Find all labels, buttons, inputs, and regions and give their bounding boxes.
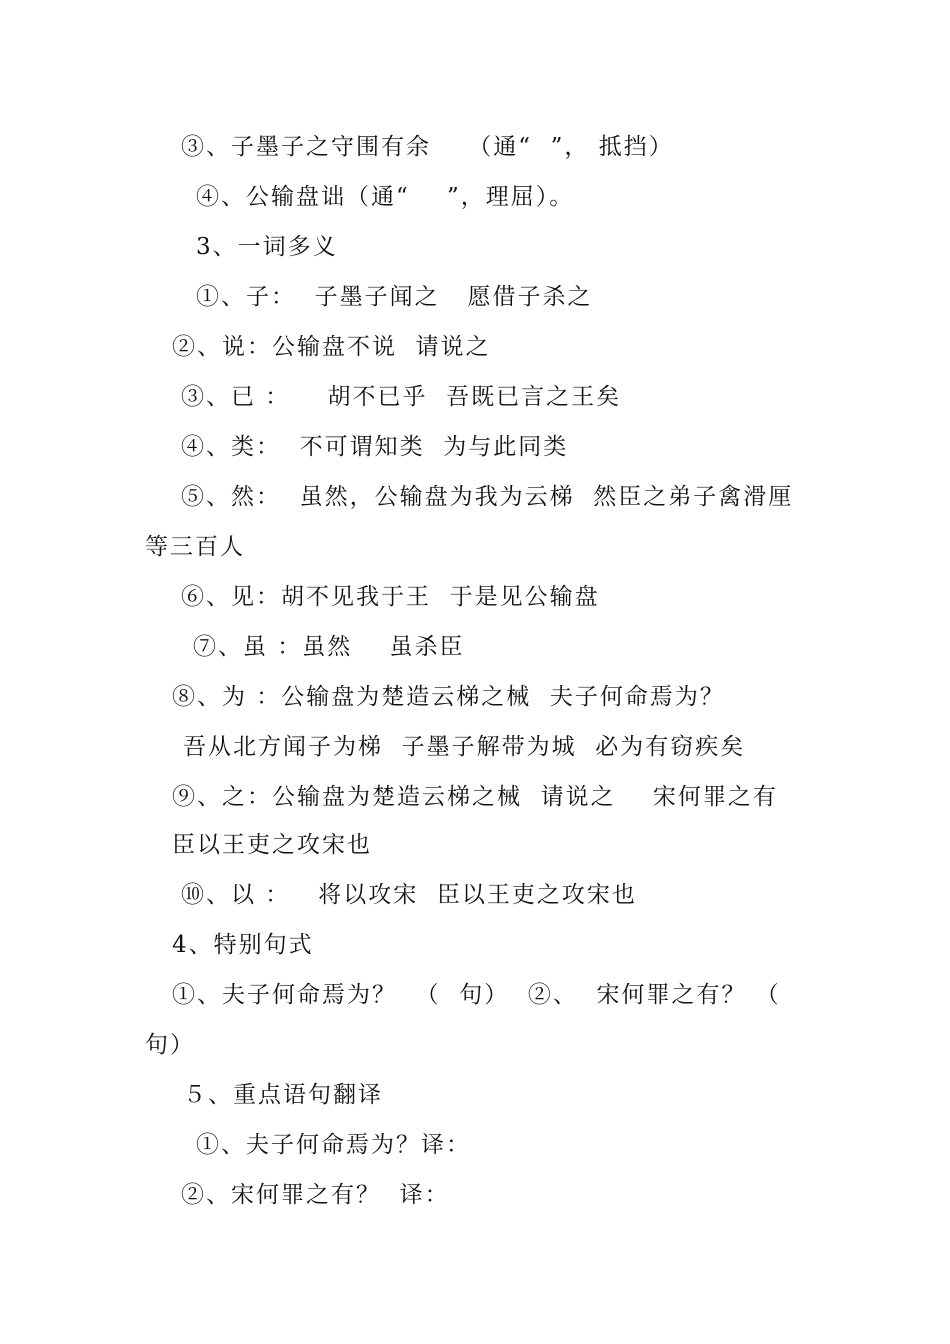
text-line-16: ⑩、以 ： 将以攻宋 臣以王吏之攻宋也 (181, 882, 637, 908)
text-line-6: ③、已 ： 胡不已乎 吾既已言之王矣 (181, 384, 622, 410)
text-line-12: ⑧、为 ：公输盘为楚造云梯之械 夫子何命焉为？ (172, 684, 725, 710)
text-line-19: 句） (145, 1032, 195, 1058)
section-heading-4: 4、特别句式 (172, 932, 314, 958)
text-line-13: 吾从北方闻子为梯 子墨子解带为城 必为有窃疾矣 (183, 734, 746, 760)
text-line-2: ④、公输盘诎（通“ ”，理屈）。 (196, 184, 575, 210)
text-line-22: ②、宋何罪之有？ 译： (181, 1182, 450, 1208)
section-heading-5: ５、重点语句翻译 (183, 1082, 383, 1108)
text-line-4: ①、子： 子墨子闻之 愿借子杀之 (196, 284, 593, 310)
text-line-10: ⑥、见：胡不见我于王 于是见公输盘 (181, 584, 600, 610)
text-line-8: ⑤、然： 虽然，公输盘为我为云梯 然臣之弟子禽滑厘 (181, 484, 794, 510)
text-line-15: 臣以王吏之攻宋也 (172, 832, 372, 858)
text-line-14: ⑨、之：公输盘为楚造云梯之械 请说之 宋何罪之有 (172, 784, 778, 810)
text-line-9: 等三百人 (145, 534, 245, 560)
text-line-7: ④、类： 不可谓知类 为与此同类 (181, 434, 569, 460)
text-line-21: ①、夫子何命焉为？译： (196, 1132, 471, 1158)
text-line-11: ⑦、虽 ：虽然 虽杀臣 (193, 634, 465, 660)
text-line-1: ③、子墨子之守围有余 （通“ ”， 抵挡） (181, 134, 674, 160)
text-line-5: ②、说：公输盘不说 请说之 (172, 334, 491, 360)
text-line-18: ①、夫子何命焉为？ （ 句） ②、 宋何罪之有？ （ (172, 982, 781, 1008)
section-heading-3: 3、一词多义 (196, 234, 338, 260)
